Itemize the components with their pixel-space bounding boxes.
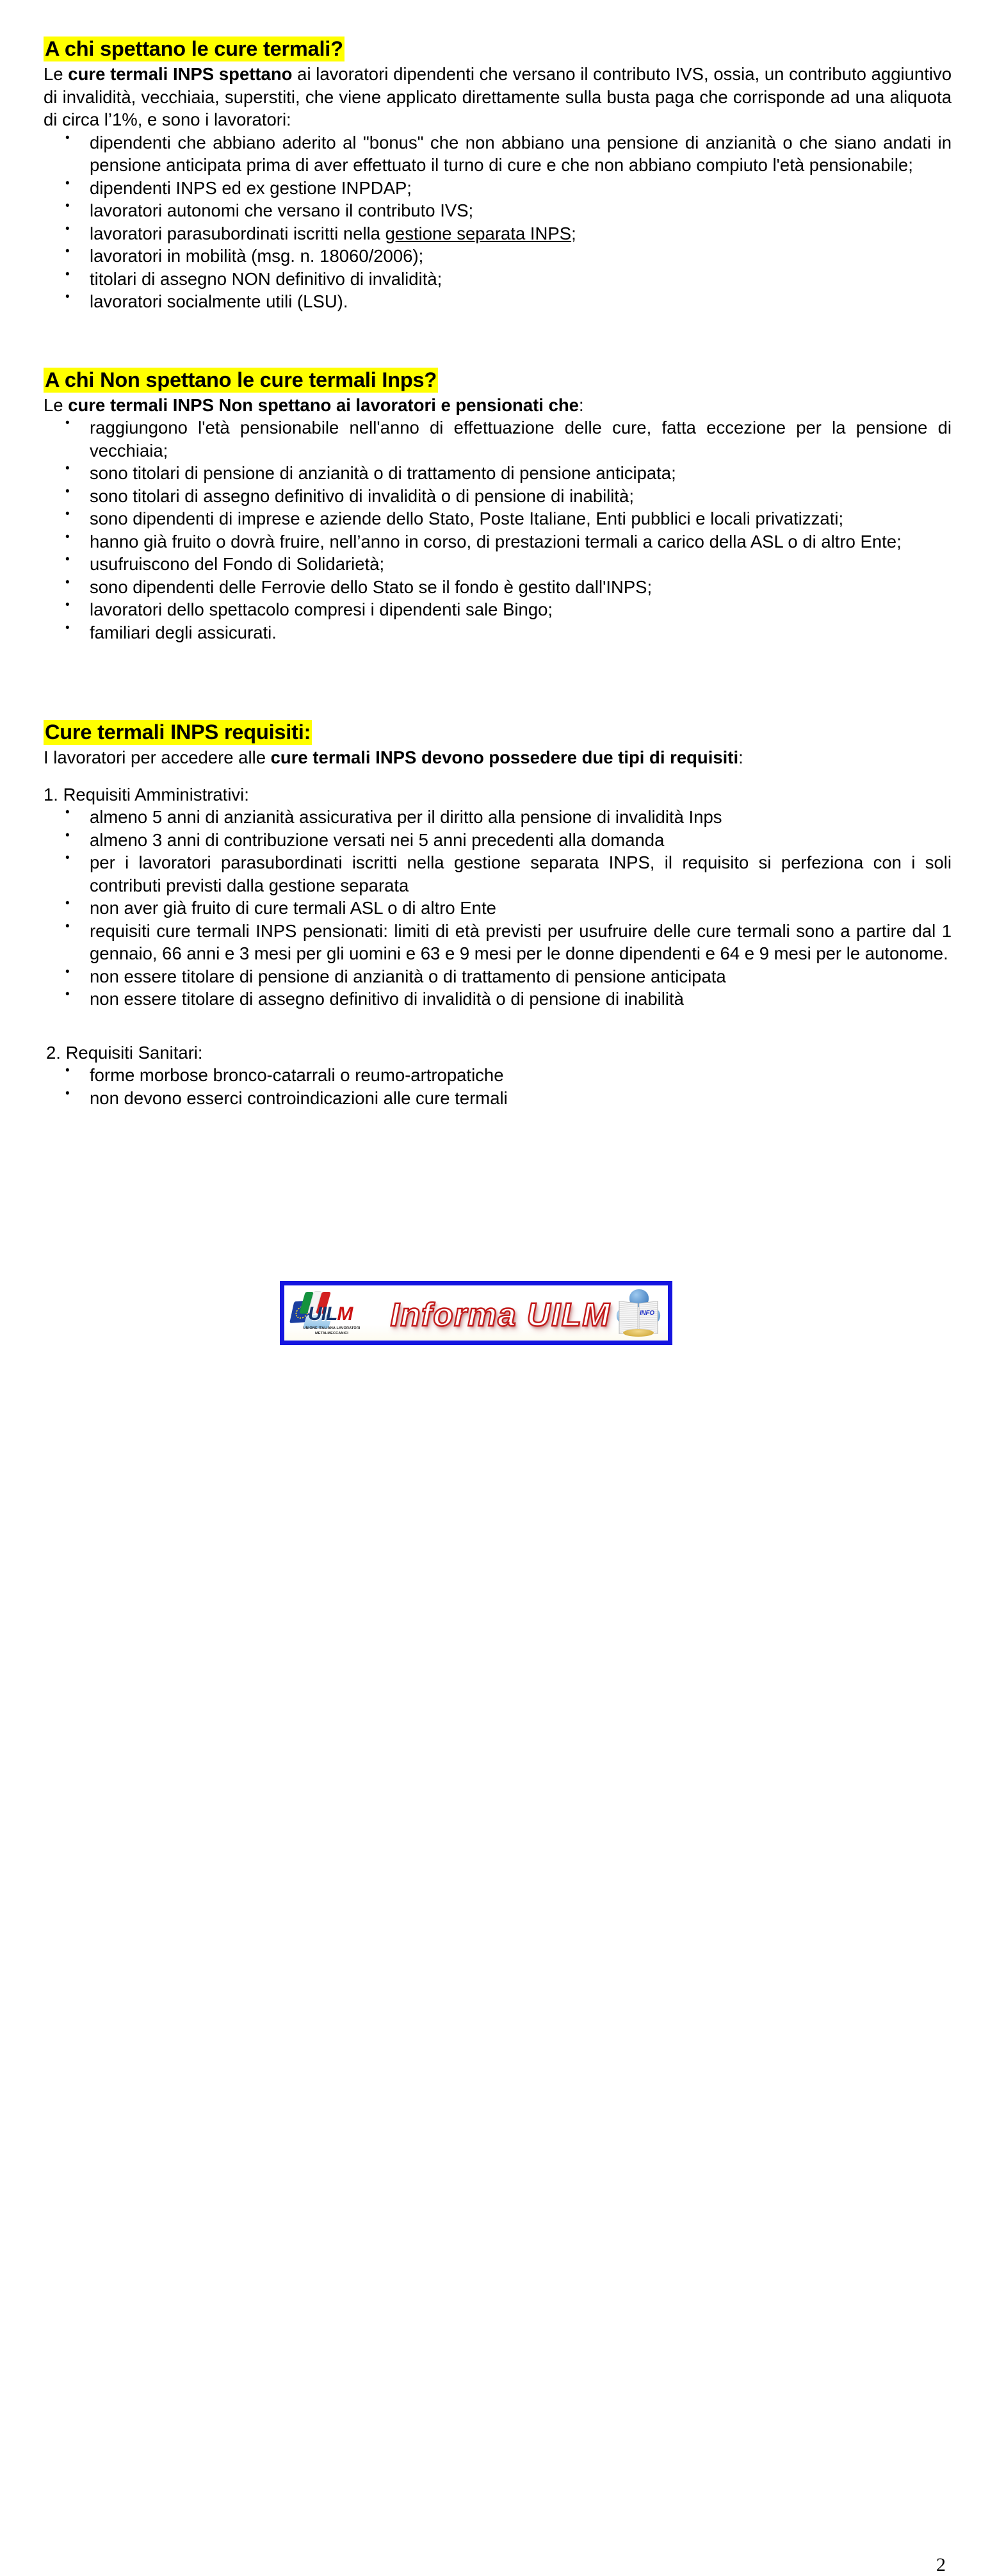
list-item: • almeno 5 anni di anzianità assicurativa per il diritto alla pensione di invalidità Inps <box>44 806 952 828</box>
lead-2-bold: cure termali INPS Non spettano ai lavoratori e pensionati che <box>68 395 579 415</box>
list-item: • almeno 3 anni di contribuzione versati nei 5 anni precedenti alla domanda <box>44 829 952 851</box>
section-heading-1 <box>44 37 952 60</box>
reader-info-label: INFO <box>640 1310 654 1317</box>
list-item: • non devono esserci controindicazioni alle cure termali <box>44 1087 952 1109</box>
paragraph-gap <box>44 769 952 783</box>
subsection-title-administrative: 1. Requisiti Amministrativi: <box>44 784 249 804</box>
uilm-logo-uil: UIL <box>308 1303 337 1325</box>
list-item: • per i lavoratori parasubordinati iscritti nella gestione separata INPS, il requisito si perfeziona con i soli contributi previsti dalla gestione separata <box>44 851 952 897</box>
uilm-logo-m: M <box>337 1303 353 1325</box>
section-1-bullet-list <box>44 131 952 313</box>
banner-inner <box>284 1285 668 1341</box>
section-gap <box>44 644 952 721</box>
list-item: • requisiti cure termali INPS pensionati: limiti di età previsti per usufruire delle cure termali sono a partire dal 1 gennaio, 66 anni e 3 mesi per gli uomini e 63 e 9 mesi per le donne dipendenti e 64 e 9 mesi per le autonome. <box>44 920 952 965</box>
section-heading-3 <box>44 721 952 744</box>
section-1-lead-paragraph <box>44 63 952 131</box>
uilm-logo <box>291 1289 366 1339</box>
list-item-prefix: lavoratori parasubordinati iscritti nella <box>90 223 385 243</box>
lead-1-post: ai lavoratori dipendenti che versano il contributo IVS, ossia, un contributo aggiuntivo di invalidità, vecchiaia, superstiti, che viene applicato direttamente sulla busta paga che corrisponde ad una aliquota di circa l’1%, e sono i lavoratori: <box>44 64 952 130</box>
list-item: • raggiungono l'età pensionabile nell'anno di effettuazione delle cure, fatta eccezione per la pensione di vecchiaia; <box>44 416 952 462</box>
list-item: • titolari di assegno NON definitivo di invalidità; <box>44 268 952 290</box>
list-item: • sono titolari di pensione di anzianità o di trattamento di pensione anticipata; <box>44 462 952 484</box>
list-item: • usufruiscono del Fondo di Solidarietà; <box>44 553 952 575</box>
lead-3-pre: I lavoratori per accedere alle <box>44 747 271 768</box>
subsection-gap <box>44 1011 952 1041</box>
section-heading-2 <box>44 368 952 391</box>
informa-uilm-banner <box>280 1281 672 1345</box>
reader-base-icon <box>623 1329 654 1337</box>
list-item: • lavoratori autonomi che versano il contributo IVS; <box>44 199 952 222</box>
list-item: • familiari degli assicurati. <box>44 621 952 644</box>
list-item: • dipendenti che abbiano aderito al "bonus" che non abbiano una pensione di anzianità o che siano andati in pensione anticipata prima di aver effettuato il turno di cure e che non abbiano compiuto l'età pensionabile; <box>44 131 952 177</box>
list-item: • sono titolari di assegno definitivo di invalidità o di pensione di inabilità; <box>44 485 952 507</box>
list-item-with-link <box>44 222 952 245</box>
uilm-logo-text <box>308 1303 352 1325</box>
subsection-title-sanitary: 2. Requisiti Sanitari: <box>46 1042 203 1063</box>
section-heading-2-text: A chi Non spettano le cure termali Inps? <box>45 368 437 391</box>
list-item: • hanno già fruito o dovrà fruire, nell’anno in corso, di prestazioni termali a carico della ASL o di altro Ente; <box>44 530 952 553</box>
lead-3-bold: cure termali INPS devono possedere due tipi di requisiti <box>270 747 739 768</box>
list-item: • dipendenti INPS ed ex gestione INPDAP; <box>44 177 952 199</box>
list-item: • sono dipendenti delle Ferrovie dello Stato se il fondo è gestito dall'INPS; <box>44 576 952 598</box>
list-item: • lavoratori dello spettacolo compresi i dipendenti sale Bingo; <box>44 598 952 621</box>
lead-2-pre: Le <box>44 395 69 415</box>
list-item: • non essere titolare di pensione di anzianità o di trattamento di pensione anticipata <box>44 965 952 988</box>
section-heading-3-text: Cure termali INPS requisiti: <box>45 721 311 744</box>
section-gap <box>44 313 952 368</box>
list-item: • non aver già fruito di cure termali ASL o di altro Ente <box>44 897 952 919</box>
list-item: • sono dipendenti di imprese e aziende dello Stato, Poste Italiane, Enti pubblici e locali privatizzati; <box>44 507 952 530</box>
section-3-lead-paragraph <box>44 746 952 769</box>
sanitary-requirements-list <box>44 1064 952 1109</box>
section-heading-1-text: A chi spettano le cure termali? <box>45 37 343 60</box>
list-item-suffix: ; <box>571 223 576 243</box>
section-2-lead-paragraph <box>44 394 952 416</box>
list-item: • non essere titolare di assegno definitivo di invalidità o di pensione di inabilità <box>44 988 952 1010</box>
lead-1-bold: cure termali INPS spettano <box>68 64 293 85</box>
section-2-bullet-list <box>44 416 952 644</box>
lead-1-pre: Le <box>44 64 69 85</box>
uilm-logo-subtitle: UNIONE ITALIANA LAVORATORI METALMECCANICI <box>303 1326 361 1335</box>
page-content <box>44 37 952 1109</box>
informa-uilm-wordmark: Informa UILM <box>390 1296 611 1333</box>
administrative-requirements-list <box>44 806 952 1010</box>
list-item: • lavoratori socialmente utili (LSU). <box>44 290 952 313</box>
gestione-separata-inps-link[interactable]: gestione separata INPS <box>385 223 572 243</box>
page-number: 2 <box>936 2554 946 2575</box>
lead-2-post: : <box>578 395 584 415</box>
list-item: • lavoratori in mobilità (msg. n. 18060/2006); <box>44 245 952 267</box>
page-footer <box>0 1276 997 2575</box>
list-item: • forme morbose bronco-catarrali o reumo-artropatiche <box>44 1064 952 1086</box>
newspaper-reader-icon <box>615 1289 661 1338</box>
lead-3-post: : <box>738 747 743 768</box>
